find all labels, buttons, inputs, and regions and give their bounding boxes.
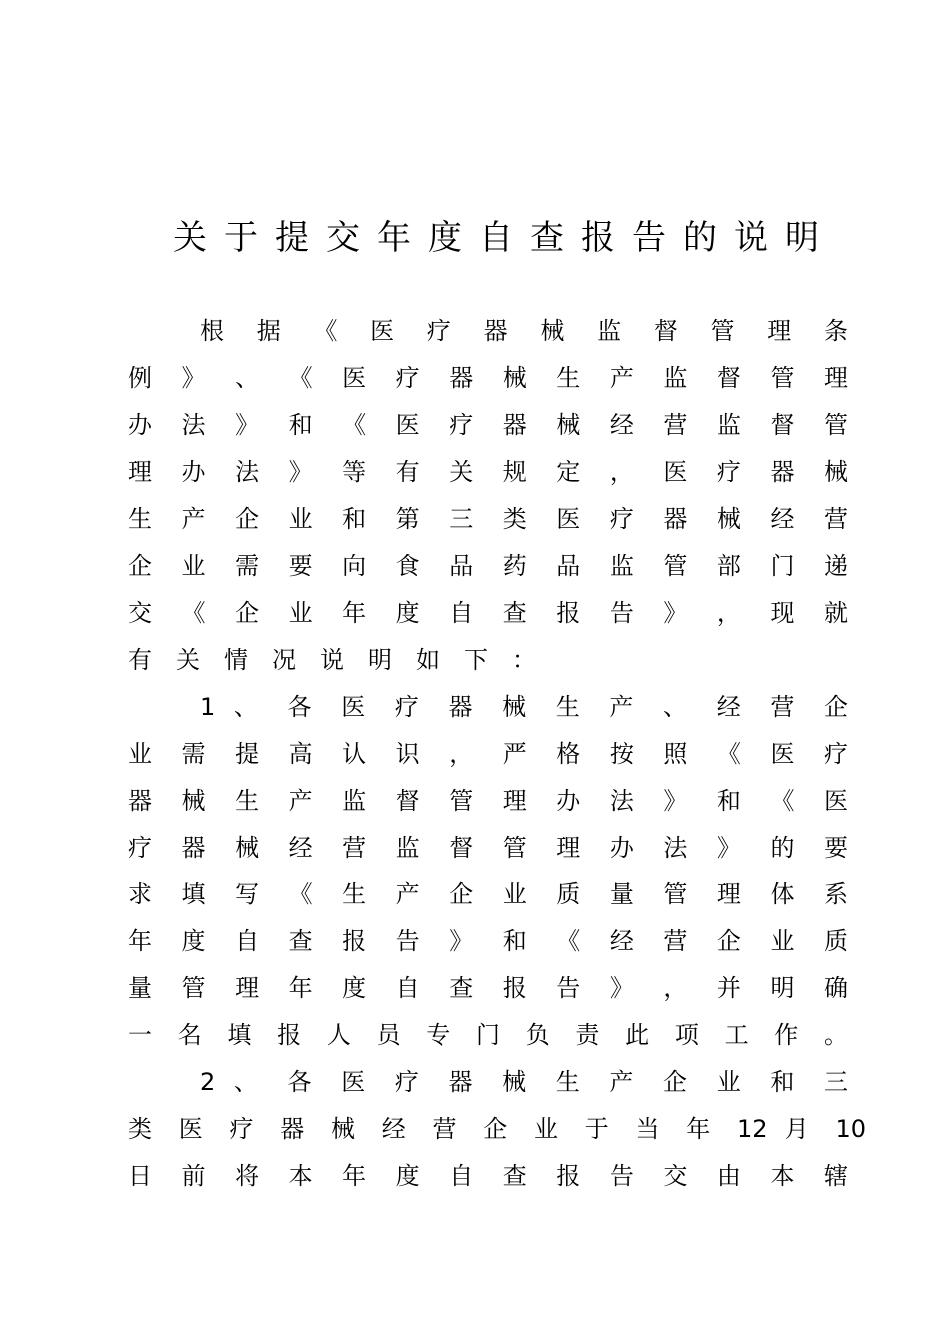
paragraph-line: 根 据 《 医 疗 器 械 监 督 管 理 条 (200, 317, 848, 345)
document-title: 关于提交年度自查报告的说明 (173, 218, 836, 258)
paragraph-line: 交 《 企 业 年 度 自 查 报 告 》 ， 现 就 (128, 599, 848, 627)
paragraph-line: 一 名 填 报 人 员 专 门 负 责 此 项 工 作 。 (128, 1021, 848, 1049)
paragraph-line: 日 前 将 本 年 度 自 查 报 告 交 由 本 辖 (128, 1162, 848, 1190)
paragraph-line: 2 、 各 医 疗 器 械 生 产 企 业 和 三 (200, 1068, 848, 1096)
paragraph-line: 疗 器 械 经 营 监 督 管 理 办 法 》 的 要 (128, 834, 848, 862)
paragraph-line: 1 、 各 医 疗 器 械 生 产 、 经 营 企 (200, 693, 848, 721)
paragraph-line: 生 产 企 业 和 第 三 类 医 疗 器 械 经 营 (128, 505, 848, 533)
paragraph-line: 理 办 法 》 等 有 关 规 定 ， 医 疗 器 械 (128, 458, 848, 486)
paragraph-line: 企 业 需 要 向 食 品 药 品 监 管 部 门 递 (128, 552, 848, 580)
paragraph-line: 业 需 提 高 认 识 ， 严 格 按 照 《 医 疗 (128, 740, 848, 768)
paragraph-line: 量 管 理 年 度 自 查 报 告 》 ， 并 明 确 (128, 974, 848, 1002)
paragraph-line: 办 法 》 和 《 医 疗 器 械 经 营 监 督 管 (128, 411, 848, 439)
paragraph-line: 年 度 自 查 报 告 》 和 《 经 营 企 业 质 (128, 927, 848, 955)
paragraph-line: 有关情况说明如下： (128, 646, 560, 674)
paragraph-line: 类 医 疗 器 械 经 营 企 业 于 当 年 12 月 10 (128, 1115, 866, 1143)
paragraph-line: 例 》 、 《 医 疗 器 械 生 产 监 督 管 理 (128, 364, 848, 392)
paragraph-line: 器 械 生 产 监 督 管 理 办 法 》 和 《 医 (128, 787, 848, 815)
paragraph-line: 求 填 写 《 生 产 企 业 质 量 管 理 体 系 (128, 880, 848, 908)
